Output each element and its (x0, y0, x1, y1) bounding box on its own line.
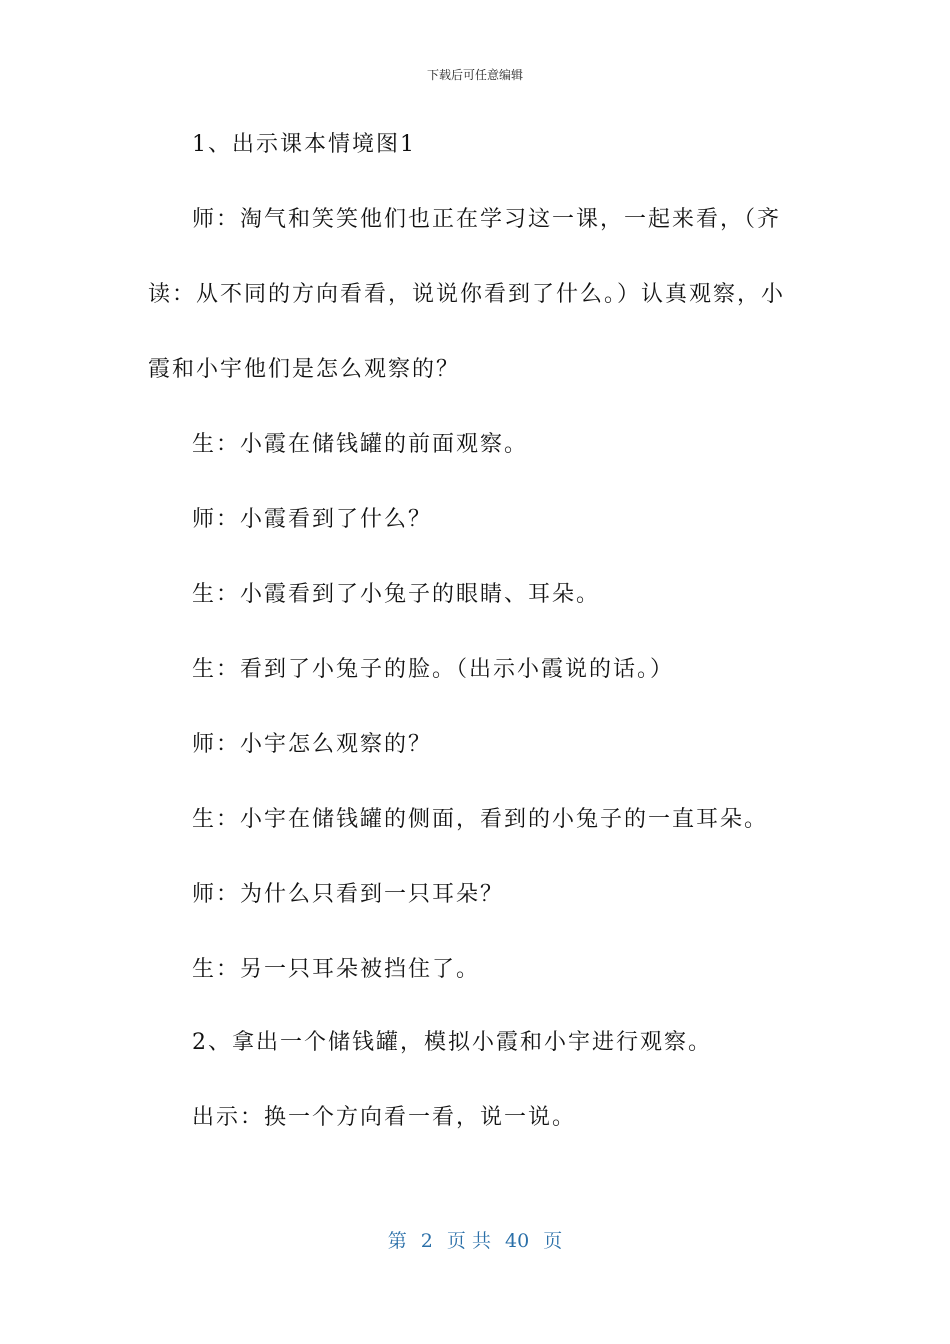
dialogue-line: 师：为什么只看到一只耳朵？ (192, 882, 505, 907)
dialogue-line: 生：小霞看到了小兔子的眼睛、耳朵。 (192, 582, 601, 607)
paragraph-line: 师：淘气和笑笑他们也正在学习这一课，一起来看，（齐 (192, 207, 782, 232)
display-text: 出示：换一个方向看一看，说一说。 (192, 1105, 577, 1130)
paragraph-line: 霞和小宇他们是怎么观察的？ (148, 357, 461, 382)
step-2-heading: 2、拿出一个储钱罐，模拟小霞和小宇进行观察。 (192, 1030, 712, 1055)
current-page-number: 2 (420, 1230, 433, 1252)
dialogue-line: 生：看到了小兔子的脸。（出示小霞说的话。） (192, 657, 675, 682)
dialogue-line: 师：小宇怎么观察的？ (192, 732, 433, 757)
dialogue-line: 生：小宇在储钱罐的侧面，看到的小兔子的一直耳朵。 (192, 807, 769, 832)
footer-suffix: 页 (543, 1230, 563, 1252)
dialogue-line: 生：小霞在储钱罐的前面观察。 (192, 432, 529, 457)
page-footer (0, 1226, 950, 1253)
step-1-heading: 1、出示课本情境图1 (192, 132, 416, 157)
dialogue-line: 师：小霞看到了什么？ (192, 507, 433, 532)
page-header: 下载后可任意编辑 (426, 68, 523, 82)
footer-middle: 页 共 (446, 1230, 491, 1252)
paragraph-line: 读：从不同的方向看看，说说你看到了什么。）认真观察，小 (148, 282, 786, 307)
dialogue-line: 生：另一只耳朵被挡住了。 (192, 957, 481, 982)
footer-prefix: 第 (387, 1230, 407, 1252)
total-page-count: 40 (505, 1230, 530, 1252)
